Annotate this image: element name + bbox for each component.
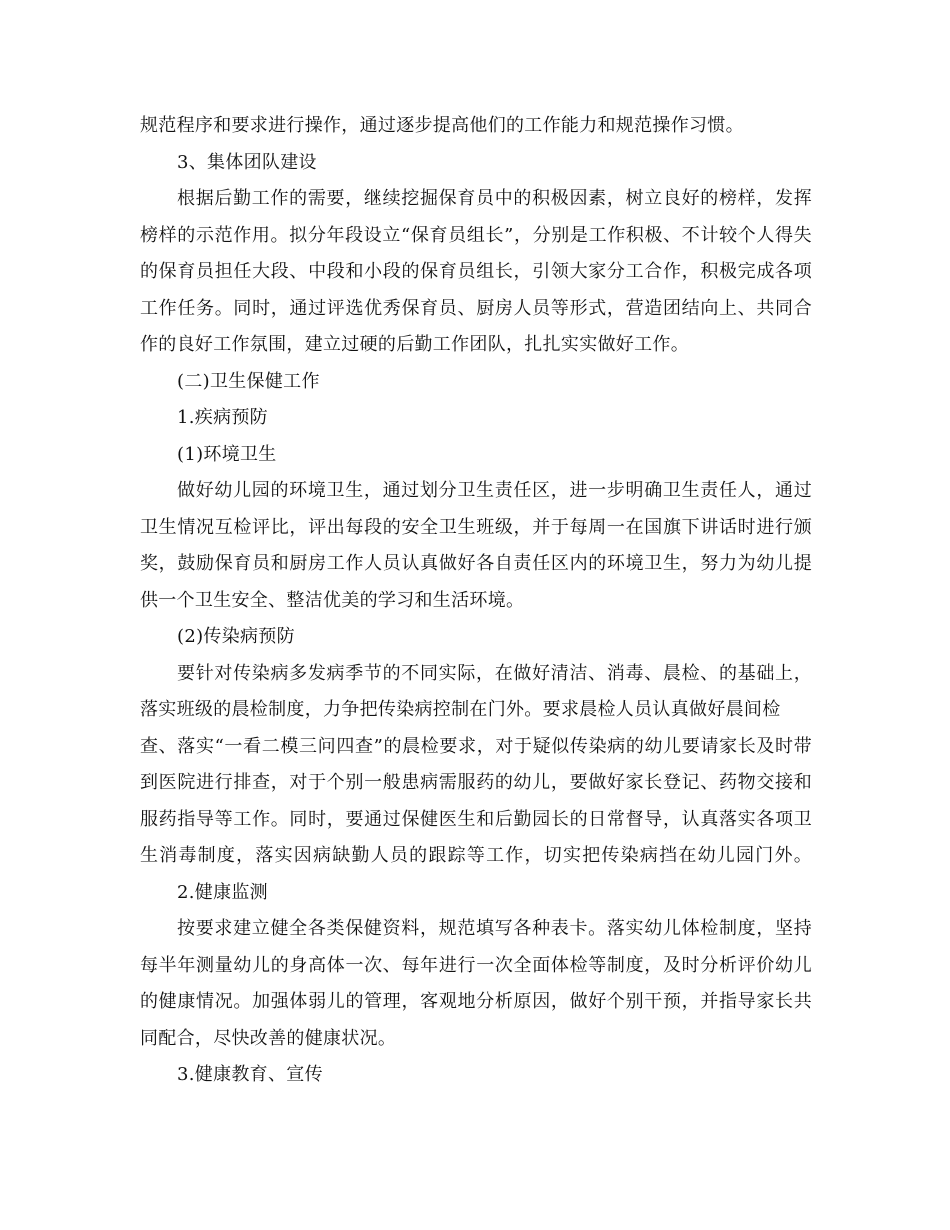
text-line: 落实班级的晨检制度，力争把传染病控制在门外。要求晨检人员认真做好晨间检 — [140, 699, 781, 720]
text-line: 卫生情况互检评比，评出每段的安全卫生班级，并于每周一在国旗下讲话时进行颁 — [140, 516, 812, 538]
text-line: 根据后勤工作的需要，继续挖掘保育员中的积极因素，树立良好的榜样，发挥 — [177, 188, 812, 209]
document-body — [140, 108, 812, 1094]
text-line: 到医院进行排查，对于个别一般患病需服药的幼儿，要做好家长登记、药物交接和 — [140, 772, 812, 793]
text-line: 3.健康教育、宣传 — [177, 1064, 323, 1085]
text-line: 1.疾病预防 — [177, 407, 268, 428]
text-line: 供一个卫生安全、整洁优美的学习和生活环境。 — [140, 589, 525, 611]
text-line: 榜样的示范作用。拟分年段设立“保育员组长”，分别是工作积极、不计较个人得失 — [140, 224, 812, 246]
text-line: (2)传染病预防 — [177, 626, 295, 647]
text-line: 要针对传染病多发病季节的不同实际，在做好清洁、消毒、晨检、的基础上， — [177, 662, 812, 684]
text-line: 生消毒制度，落实因病缺勤人员的跟踪等工作，切实把传染病挡在幼儿园门外。 — [140, 845, 812, 866]
text-line: 同配合，尽快改善的健康状况。 — [140, 1027, 397, 1049]
text-line: 2.健康监测 — [177, 881, 268, 903]
text-line: (1)环境卫生 — [177, 443, 277, 465]
document-page — [140, 108, 812, 1094]
text-line: 服药指导等工作。同时，要通过保健医生和后勤园长的日常督导，认真落实各项卫 — [140, 808, 812, 830]
text-line: 规范程序和要求进行操作，通过逐步提高他们的工作能力和规范操作习惯。 — [140, 115, 744, 136]
text-line: 作的良好工作氛围，建立过硬的后勤工作团队，扎扎实实做好工作。 — [140, 334, 689, 355]
text-line: 查、落实“一看二模三问四查”的晨检要求，对于疑似传染病的幼儿要请家长及时带 — [140, 735, 812, 757]
text-line: 做好幼儿园的环境卫生，通过划分卫生责任区，进一步明确卫生责任人，通过 — [177, 480, 812, 501]
text-line: 按要求建立健全各类保健资料，规范填写各种表卡。落实幼儿体检制度，坚持 — [177, 918, 812, 939]
text-line: 奖，鼓励保育员和厨房工作人员认真做好各自责任区内的环境卫生，努力为幼儿提 — [140, 553, 812, 574]
text-line: 的健康情况。加强体弱儿的管理，客观地分析原因，做好个别干预，并指导家长共 — [140, 991, 812, 1012]
text-line: (二)卫生保健工作 — [177, 370, 320, 392]
text-line: 工作任务。同时，通过评选优秀保育员、厨房人员等形式，营造团结向上、共同合 — [140, 297, 812, 319]
text-line: 的保育员担任大段、中段和小段的保育员组长，引领大家分工合作，积极完成各项 — [140, 261, 812, 282]
text-line: 3、集体团队建设 — [177, 151, 317, 173]
text-line: 每半年测量幼儿的身高体一次、每年进行一次全面体检等制度，及时分析评价幼儿 — [140, 954, 812, 976]
